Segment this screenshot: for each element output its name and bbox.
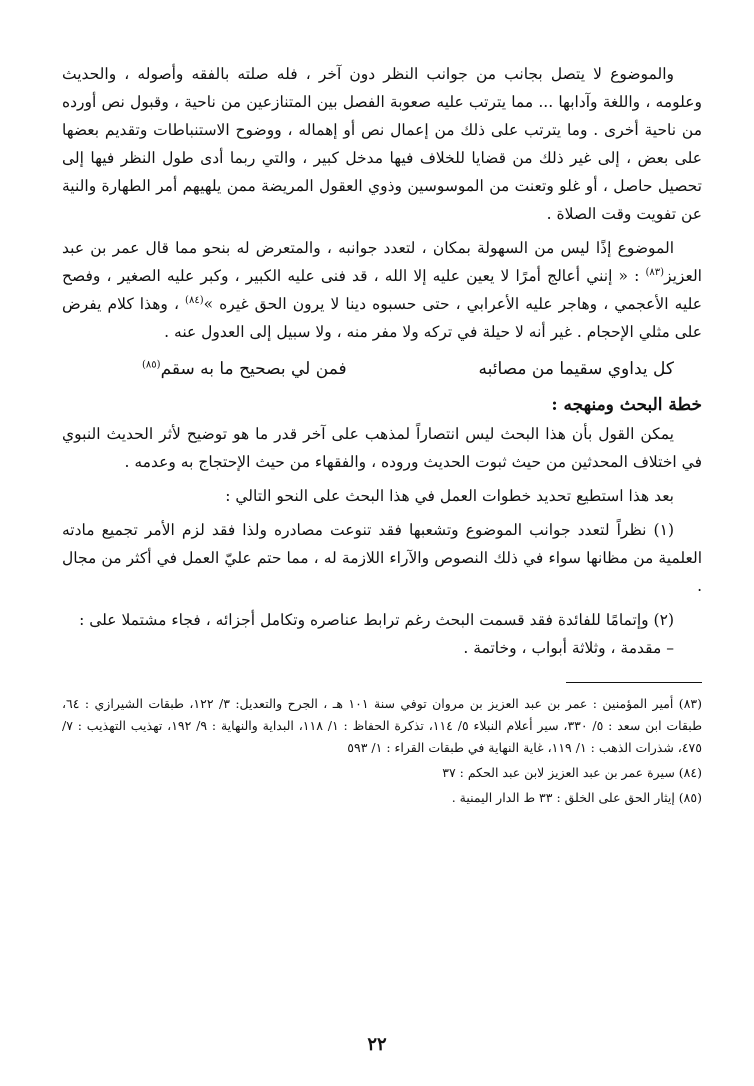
paragraph-2 bbox=[62, 234, 702, 346]
footnote-83: (٨٣) أمير المؤمنين : عمر بن عبد العزيز بن مروان توفي سنة ١٠١ هـ ، الجرح والتعديل: ٣/ ١٢٢، طبقات الشيرازي : ٦٤، طبقات ابن سعد : ٥/ ٣٣٠، سير أعلام النبلاء ٥/ ١١٤، تذكرة الحفاظ : ١/ ١١٨، البداية والنهاية : ٩/ ١٩٢، تهذيب التهذيب : ٧/ ٤٧٥، شذرات الذهب : ١/ ١١٩، غاية النهاية في طبقات القراء : ١/ ٥٩٣ bbox=[62, 696, 703, 755]
footnote-85: (٨٥) إيثار الحق على الخلق : ٣٣ ط الدار اليمنية . bbox=[451, 790, 702, 805]
verse-first-hemistich: كل يداوي سقيما من مصائبه bbox=[478, 359, 674, 379]
footnote-divider bbox=[566, 682, 702, 683]
paragraph-5: (١) نظراً لتعدد جوانب الموضوع وتشعبها فقد تنوعت مصادره ولذا فقد لزم الأمر تجميع مادته العلمية من مظانها سواء في ذلك النصوص والآراء اللازمة له ، مما حتم عليّ العمل في أكثر من مجال . bbox=[62, 521, 702, 595]
paragraph-3: يمكن القول بأن هذا البحث ليس انتصاراً لمذهب على آخر قدر ما هو توضيح لأثر الحديث النبوي في اختلاف المحدثين من حيث ثبوت الحديث وروده ، والفقهاء من حيث الإحتجاج به وعدمه . bbox=[62, 425, 702, 471]
list-item: – مقدمة ، وثلاثة أبواب ، وخاتمة . bbox=[463, 639, 674, 657]
page-body bbox=[62, 60, 702, 812]
verse-second-hemistich bbox=[142, 354, 347, 384]
section-heading: خطة البحث ومنهجه : bbox=[551, 395, 702, 415]
paragraph-1: والموضوع لا يتصل بجانب من جوانب النظر دون آخر ، فله صلته بالفقه وأصوله ، والحديث وعلومه ، واللغة وآدابها ... مما يترتب عليه صعوبة الفصل بين المتنازعين من ناحية ، وقبول نص أورده من ناحية أخرى . وما يترتب على ذلك من إعمال نص أو إهماله ، ووضوح الاستنباطات وتقديم بعضها على بعض ، إلى غير ذلك من قضايا للخلاف فيها مدخل كبير ، والتي ربما أدى طول النظر فيها إلى تحصيل حاصل ، أو غلو وتعنت من الموسوسين وذوي العقول المريضة ممن يلهيهم أمر الطهارة والنية عن تفويت وقت الصلاة . bbox=[62, 65, 702, 223]
footnote-ref-85: (٨٥) bbox=[142, 359, 161, 371]
footnote-84: (٨٤) سيرة عمر بن عبد العزيز لابن عبد الحكم : ٣٧ bbox=[442, 765, 702, 780]
footnote-ref-83: (٨٣) bbox=[645, 266, 665, 278]
paragraph-6: (٢) وإتمامًا للفائدة فقد قسمت البحث رغم ترابط عناصره وتكامل أجزائه ، فجاء مشتملا على : bbox=[79, 611, 674, 629]
page-number: ٢٢ bbox=[367, 1034, 387, 1055]
paragraph-4: بعد هذا استطيع تحديد خطوات العمل في هذا البحث على النحو التالي : bbox=[225, 487, 674, 505]
footnotes bbox=[62, 693, 702, 809]
paragraph-2-after: ، وهذا كلام يفرض على مثلي الإحجام . غير أنه لا حيلة في تركه ولا مفر منه ، ولا سبيل إلى العدول عنه . bbox=[62, 295, 702, 341]
paragraph-2-middle: : « إنني أعالج أمرًا لا يعين عليه إلا الله ، قد فنى عليه الكبير ، وكبر عليه الصغير ، وفصح عليه الأعجمي ، وهاجر عليه الأعرابي ، حتى حسبوه دينا لا يرون الحق غيره » bbox=[62, 267, 703, 313]
poetry-verse bbox=[62, 348, 702, 388]
verse-second-hemistich-text: فمن لي بصحيح ما به سقم bbox=[160, 359, 347, 379]
paragraph-2-before: الموضوع إذًا ليس من السهولة بمكان ، لتعدد جوانبه ، والمتعرض له بنحو مما قال عمر بن عبد العزيز bbox=[62, 239, 702, 285]
footnote-ref-84: (٨٤) bbox=[185, 294, 204, 306]
